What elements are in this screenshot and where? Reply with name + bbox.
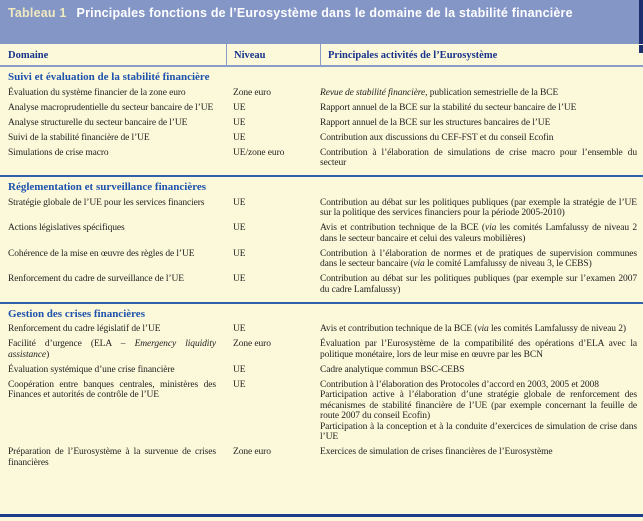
table-row bbox=[0, 247, 643, 273]
table-title-bar bbox=[0, 0, 643, 44]
cell-niveau: UE bbox=[233, 223, 246, 233]
cell-activites: Contribution à l’élaboration des Protocoles d’accord en 2003, 2005 et 2008 Participation active à l’élaboration d’une stratégie globale de renforcement des mécanismes de stabilité financière de l’UE (par exemple concernant la feuille de route 2007 du conseil Ecofin) Participation à la conception et à la conduite d’exercices de simulation de crise dans l’UE bbox=[320, 379, 637, 442]
cell-activites: Contribution à l’élaboration de normes et de pratiques de supervision communes dans le secteur bancaire (via le comité Lamfalussy de niveau 3, le CEBS) bbox=[320, 248, 637, 269]
cell-activites: Revue de stabilité financière, publication semestrielle de la BCE bbox=[320, 87, 559, 98]
cell-domaine: Évaluation du système financier de la zone euro bbox=[8, 87, 186, 98]
cell-niveau: UE bbox=[233, 364, 246, 375]
cell-domaine: Renforcement du cadre législatif de l’UE bbox=[8, 324, 161, 334]
table-row bbox=[0, 86, 643, 101]
section-heading: Réglementation et surveillance financières bbox=[8, 181, 207, 193]
cell-activites: Avis et contribution technique de la BCE (via les comités Lamfalussy de niveau 2) bbox=[320, 324, 626, 334]
column-header-domaine: Domaine bbox=[8, 50, 49, 61]
table-row bbox=[0, 322, 643, 337]
cell-activites: Rapport annuel de la BCE sur les structures bancaires de l’UE bbox=[320, 117, 551, 128]
cell-activites: Évaluation par l’Eurosystème de la compatibilité des opérations d’ELA avec la politique monétaire, lors de leur mise en œuvre par les BCN bbox=[320, 339, 637, 360]
table-row bbox=[0, 378, 643, 446]
cell-activites: Contribution au débat sur les politiques publiques (par exemple sur l’examen 2007 du cadre Lamfalussy) bbox=[320, 274, 637, 295]
table-row bbox=[0, 337, 643, 363]
table-row bbox=[0, 363, 643, 378]
cell-domaine: Stratégie globale de l’UE pour les services financiers bbox=[8, 197, 205, 208]
cell-niveau: Zone euro bbox=[233, 339, 271, 349]
cell-domaine: Préparation de l’Eurosystème à la survenue de crises financières bbox=[8, 447, 216, 468]
page-edge-mark bbox=[639, 45, 643, 53]
table-row bbox=[0, 196, 643, 222]
cell-niveau: Zone euro bbox=[233, 447, 271, 457]
table-row bbox=[0, 131, 643, 146]
cell-niveau: UE bbox=[233, 117, 246, 128]
cell-niveau: UE bbox=[233, 197, 246, 208]
cell-activites: Contribution à l’élaboration de simulations de crise macro pour l’ensemble du secteur bbox=[320, 147, 637, 168]
cell-niveau: Zone euro bbox=[233, 87, 271, 98]
cell-domaine: Cohérence de la mise en œuvre des règles de l’UE bbox=[8, 248, 195, 259]
cell-niveau: UE bbox=[233, 324, 246, 334]
cell-domaine: Renforcement du cadre de surveillance de l’UE bbox=[8, 274, 184, 284]
table-row bbox=[0, 116, 643, 131]
cell-domaine: Actions législatives spécifiques bbox=[8, 223, 125, 233]
cell-domaine: Coopération entre banques centrales, ministères des Finances et autorités de contrôle de l’UE bbox=[8, 379, 216, 400]
cell-domaine: Simulations de crise macro bbox=[8, 147, 109, 158]
column-header-row bbox=[0, 44, 643, 65]
cell-niveau: UE bbox=[233, 379, 246, 390]
section-heading: Gestion des crises financières bbox=[8, 307, 145, 320]
cell-domaine: Analyse structurelle du secteur bancaire de l’UE bbox=[8, 117, 188, 128]
cell-niveau: UE bbox=[233, 248, 246, 259]
table-row bbox=[0, 101, 643, 116]
cell-domaine: Suivi de la stabilité financière de l’UE bbox=[8, 132, 150, 143]
table-body bbox=[0, 67, 643, 471]
cell-activites: Cadre analytique commun BSC-CEBS bbox=[320, 364, 465, 375]
cell-niveau: UE bbox=[233, 274, 246, 284]
column-header-activites: Principales activités de l’Eurosystème bbox=[320, 44, 637, 65]
cell-activites: Avis et contribution technique de la BCE (via les comités Lamfalussy de niveau 2 dans le secteur bancaire et celui des valeurs mobilières) bbox=[320, 223, 637, 244]
cell-activites: Contribution aux discussions du CEF-FST et du conseil Ecofin bbox=[320, 132, 554, 143]
table-number-label: Tableau 1 bbox=[8, 6, 67, 20]
table-row bbox=[0, 146, 643, 172]
cell-niveau: UE/zone euro bbox=[233, 147, 285, 158]
cell-activites: Contribution au débat sur les politiques publiques (par exemple la stratégie de l’UE sur la politique des services financiers pour la période 2005-2010) bbox=[320, 197, 637, 218]
section-heading: Suivi et évaluation de la stabilité financière bbox=[8, 71, 210, 83]
cell-domaine: Facilité d’urgence (ELA – Emergency liquidity assistance) bbox=[8, 339, 216, 360]
table-title: Principales fonctions de l’Eurosystème dans le domaine de la stabilité financière bbox=[76, 6, 573, 20]
cell-activites: Rapport annuel de la BCE sur la stabilité du secteur bancaire de l’UE bbox=[320, 102, 577, 113]
column-header-niveau: Niveau bbox=[226, 44, 320, 65]
table-row bbox=[0, 272, 643, 298]
cell-activites: Exercices de simulation de crises financières de l’Eurosystème bbox=[320, 447, 553, 457]
table-row bbox=[0, 445, 643, 471]
cell-domaine: Évaluation systémique d’une crise financière bbox=[8, 364, 175, 375]
cell-niveau: UE bbox=[233, 102, 246, 113]
cell-niveau: UE bbox=[233, 132, 246, 143]
bottom-border bbox=[0, 514, 643, 517]
table-row bbox=[0, 221, 643, 247]
cell-domaine: Analyse macroprudentielle du secteur bancaire de l’UE bbox=[8, 102, 214, 113]
